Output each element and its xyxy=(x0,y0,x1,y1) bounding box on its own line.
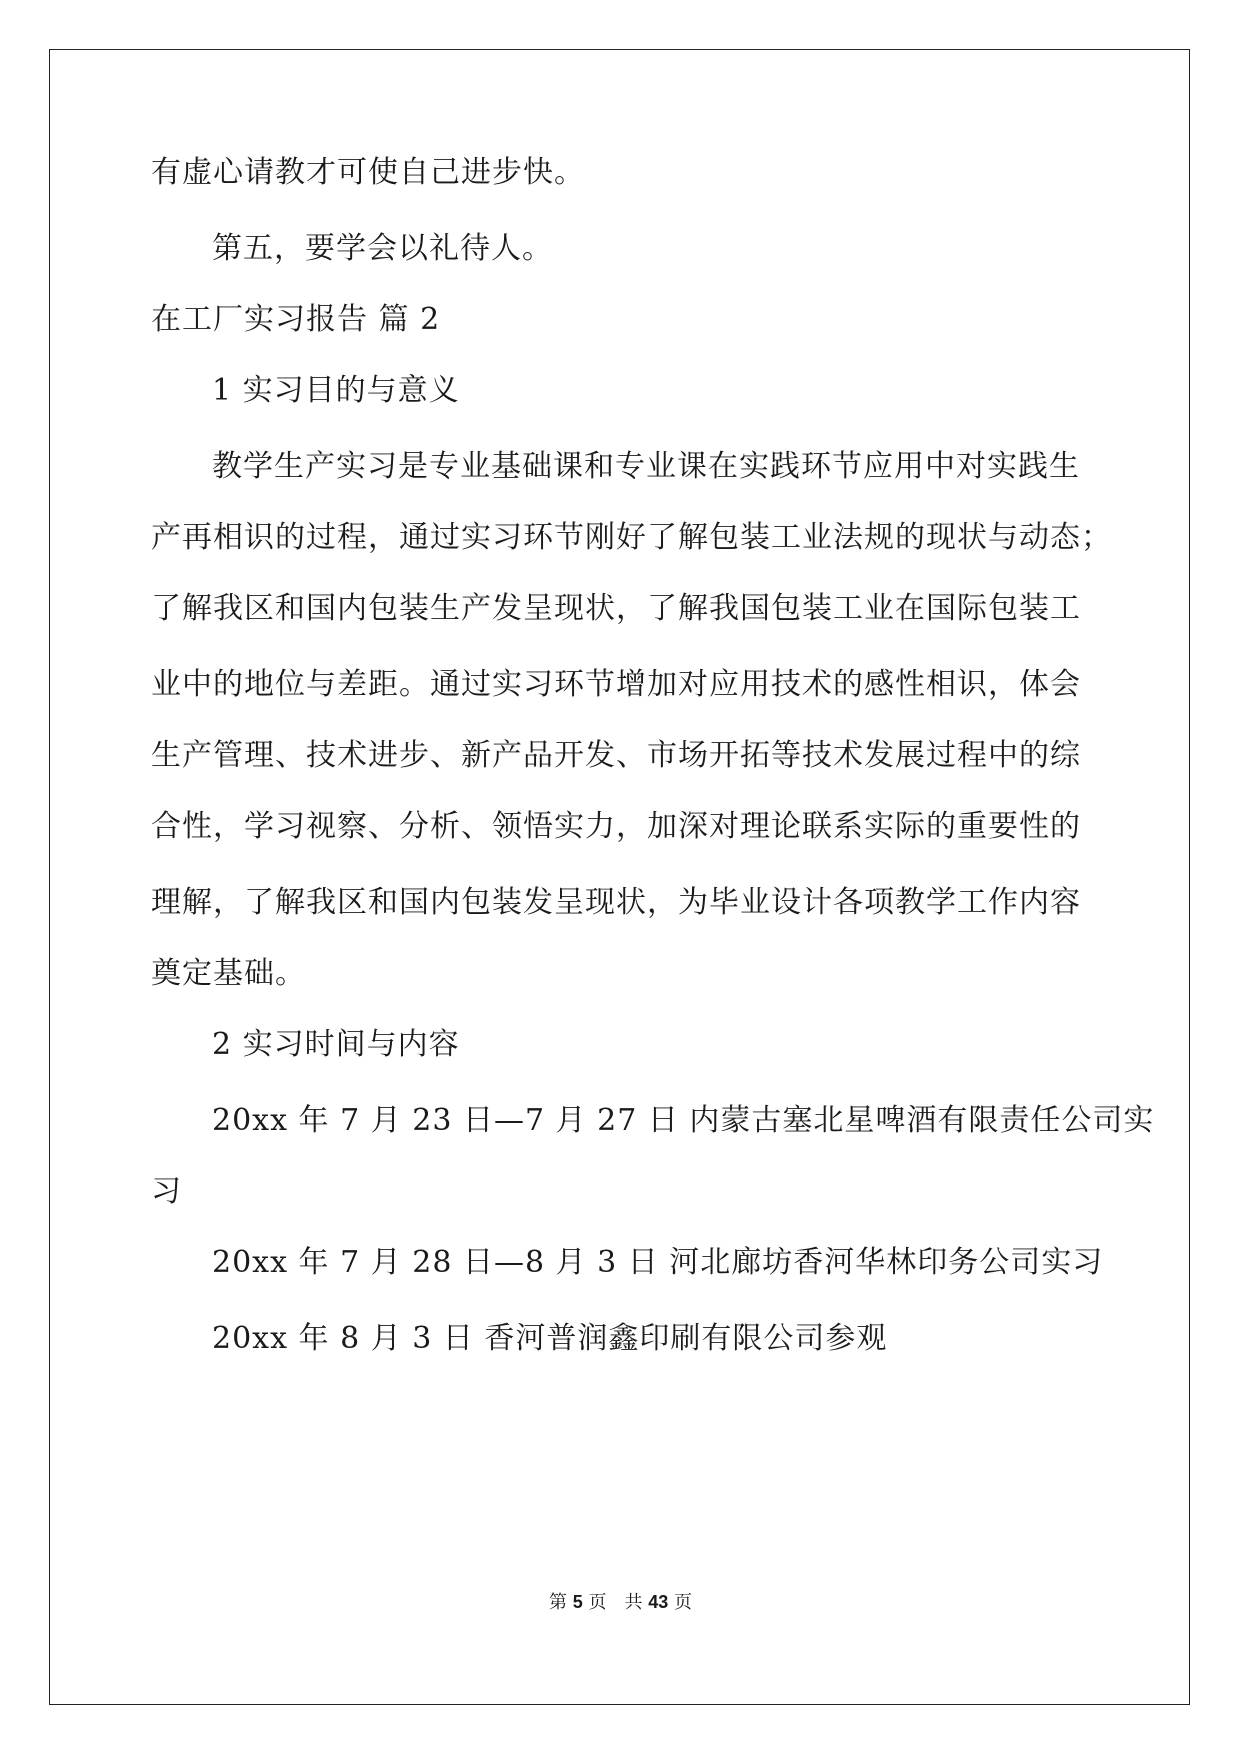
page-prefix: 第 xyxy=(549,1592,567,1613)
text-line: 奠定基础。 xyxy=(151,956,306,991)
text-line: 习 xyxy=(151,1174,182,1209)
text-line: 教学生产实习是专业基础课和专业课在实践环节应用中对实践生 xyxy=(212,449,1080,484)
page-suffix: 页 xyxy=(673,1592,692,1613)
text-line: 产再相识的过程，通过实习环节刚好了解包装工业法规的现状与动态； xyxy=(151,520,1112,555)
current-page-number: 5 xyxy=(572,1592,583,1612)
text-line: 20xx 年 8 月 3 日 香河普润鑫印刷有限公司参观 xyxy=(212,1321,888,1356)
page-border xyxy=(49,49,1190,1705)
text-line: 20xx 年 7 月 23 日—7 月 27 日 内蒙古塞北星啤酒有限责任公司实 xyxy=(212,1103,1155,1138)
text-line: 生产管理、技术进步、新产品开发、市场开拓等技术发展过程中的综 xyxy=(151,738,1081,773)
page-footer xyxy=(0,1588,1241,1614)
total-page-number: 43 xyxy=(648,1592,669,1612)
text-line: 业中的地位与差距。通过实习环节增加对应用技术的感性相识，体会 xyxy=(151,667,1081,702)
text-line: 合性，学习视察、分析、领悟实力，加深对理论联系实际的重要性的 xyxy=(151,809,1081,844)
subsection-heading: 2 实习时间与内容 xyxy=(212,1027,460,1062)
page-mid: 页 共 xyxy=(588,1592,643,1613)
text-line: 了解我区和国内包装生产发呈现状，了解我国包装工业在国际包装工 xyxy=(151,591,1081,626)
subsection-heading: 1 实习目的与意义 xyxy=(212,373,460,408)
text-line: 理解，了解我区和国内包装发呈现状，为毕业设计各项教学工作内容 xyxy=(151,885,1081,920)
section-heading: 在工厂实习报告 篇 2 xyxy=(151,302,441,337)
text-line: 20xx 年 7 月 28 日—8 月 3 日 河北廊坊香河华林印务公司实习 xyxy=(212,1245,1104,1280)
text-line: 有虚心请教才可使自己进步快。 xyxy=(151,155,585,190)
text-line: 第五，要学会以礼待人。 xyxy=(212,231,553,266)
